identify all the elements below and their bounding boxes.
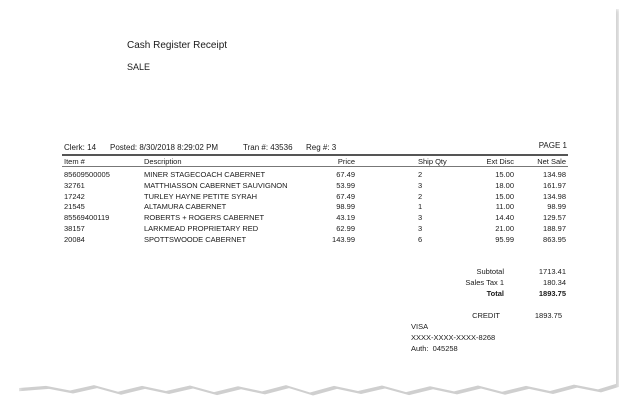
- item-ship-qty: 3: [418, 180, 423, 190]
- item-description: MINER STAGECOACH CABERNET: [144, 170, 266, 179]
- item-price: 43.19: [336, 213, 355, 223]
- col-header-description: Description: [144, 157, 182, 166]
- item-price: 67.49: [336, 170, 355, 179]
- register-number: Reg #: 3: [306, 143, 337, 152]
- item-ext-disc: 18.00: [495, 180, 514, 190]
- item-ship-qty: 1: [418, 202, 423, 212]
- auth-code: Auth: 045258: [411, 344, 458, 353]
- item-number: 32761: [64, 180, 85, 190]
- item-number: 21545: [64, 202, 85, 212]
- col-header-net-sale: Net Sale: [537, 157, 566, 166]
- col-header-price: Price: [337, 157, 355, 166]
- item-ext-disc: 21.00: [495, 224, 514, 233]
- card-type: VISA: [411, 322, 429, 331]
- item-description: ROBERTS + ROGERS CABERNET: [144, 213, 265, 223]
- item-description: SPOTTSWOODE CABERNET: [144, 234, 247, 244]
- payment-amount: 1893.75: [534, 311, 562, 320]
- subtotal-label: Subtotal: [476, 267, 504, 276]
- item-price: 98.99: [336, 202, 355, 212]
- item-price: 67.49: [336, 191, 355, 201]
- item-number: 38157: [64, 224, 85, 233]
- col-header-ship-qty: Ship Qty: [418, 157, 447, 166]
- item-net-sale: 188.97: [543, 224, 566, 233]
- item-ext-disc: 14.40: [495, 213, 514, 223]
- sales-tax-value: 180.34: [543, 278, 566, 287]
- clerk-label: Clerk: 14: [64, 143, 97, 152]
- item-net-sale: 98.99: [547, 202, 566, 212]
- total-value: 1893.75: [538, 289, 566, 298]
- subtotal-value: 1713.41: [538, 267, 566, 276]
- card-number: XXXX-XXXX-XXXX-8268: [411, 333, 496, 342]
- item-ext-disc: 95.99: [495, 234, 514, 244]
- col-header-ext-disc: Ext Disc: [486, 157, 514, 166]
- item-price: 62.99: [336, 224, 355, 233]
- receipt-title: Cash Register Receipt: [127, 40, 228, 51]
- item-number: 17242: [64, 191, 85, 201]
- item-net-sale: 161.97: [543, 180, 566, 190]
- item-net-sale: 129.57: [543, 213, 566, 223]
- item-ship-qty: 2: [418, 170, 423, 179]
- item-ext-disc: 15.00: [495, 191, 514, 201]
- item-ext-disc: 11.00: [495, 202, 514, 212]
- item-description: MATTHIASSON CABERNET SAUVIGNON: [144, 180, 288, 190]
- item-net-sale: 134.98: [543, 170, 566, 179]
- item-ship-qty: 3: [418, 213, 423, 223]
- col-header-item: Item #: [64, 157, 85, 166]
- transaction-type: SALE: [127, 62, 151, 72]
- item-number: 20084: [64, 234, 85, 244]
- item-price: 143.99: [332, 234, 355, 244]
- item-price: 53.99: [336, 180, 355, 190]
- item-ext-disc: 15.00: [495, 170, 514, 179]
- transaction-number: Tran #: 43536: [243, 143, 293, 152]
- item-description: ALTAMURA CABERNET: [144, 202, 227, 212]
- posted-datetime: Posted: 8/30/2018 8:29:02 PM: [110, 143, 219, 152]
- payment-method: CREDIT: [472, 311, 500, 320]
- page-number: PAGE 1: [538, 141, 567, 150]
- item-description: TURLEY HAYNE PETITE SYRAH: [144, 191, 258, 201]
- item-ship-qty: 3: [418, 224, 423, 233]
- item-ship-qty: 2: [418, 191, 423, 201]
- item-net-sale: 134.98: [543, 191, 566, 201]
- header-rule-top: [62, 154, 568, 156]
- item-ship-qty: 6: [418, 234, 423, 244]
- item-number: 85609500005: [64, 170, 110, 179]
- sales-tax-label: Sales Tax 1: [465, 278, 504, 287]
- item-description: LARKMEAD PROPRIETARY RED: [144, 224, 259, 233]
- total-label: Total: [486, 289, 504, 298]
- header-rule-bottom: [62, 166, 568, 167]
- item-number: 85569400119: [64, 213, 110, 223]
- item-net-sale: 863.95: [543, 234, 566, 244]
